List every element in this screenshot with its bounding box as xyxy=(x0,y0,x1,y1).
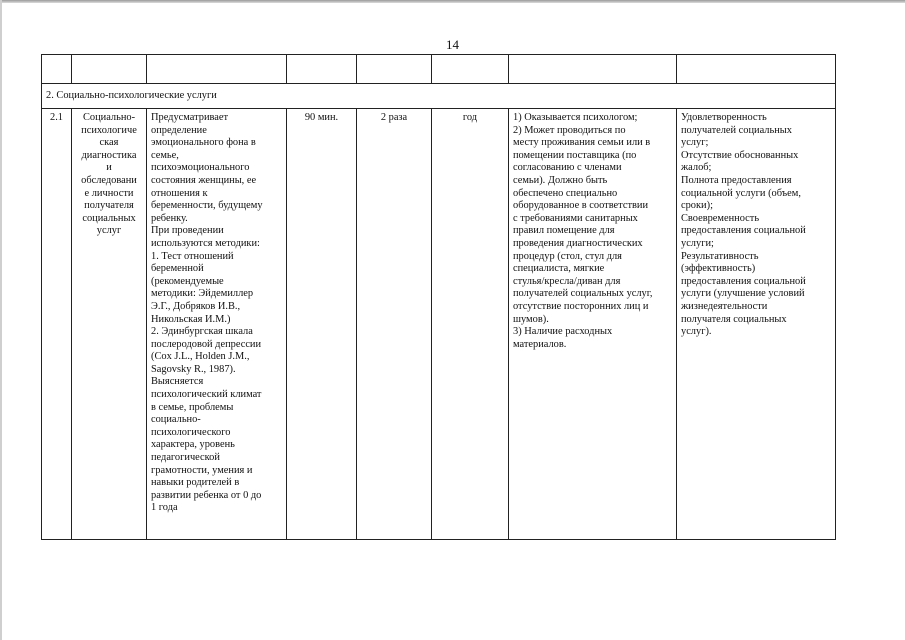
text-line: 1) Оказывается психологом; xyxy=(513,112,638,123)
header-cell-period xyxy=(432,55,509,84)
text-line: специалиста, мягкие xyxy=(513,263,605,275)
header-cell-frequency xyxy=(357,55,432,84)
text-line: 2. Эдинбургская шкала xyxy=(151,326,253,338)
text-line: получателя xyxy=(84,200,134,212)
text-line: 3) Наличие расходных xyxy=(513,326,613,338)
text-line: правил помещение для xyxy=(513,225,615,237)
text-line: с требованиями санитарных xyxy=(513,212,638,224)
text-line: жизнедеятельности xyxy=(681,300,768,312)
text-line: Удовлетворенность xyxy=(681,112,767,123)
section-row xyxy=(42,84,836,109)
service-number: 2.1 xyxy=(42,109,72,540)
text-line: послеродовой депрессии xyxy=(151,338,262,350)
service-frequency: 2 раза xyxy=(357,109,432,540)
text-line: (эффективность) xyxy=(681,263,756,275)
text-line: ская xyxy=(99,137,119,149)
text-line: Своевременность xyxy=(681,212,760,224)
text-line: услуги; xyxy=(681,237,714,249)
text-line: обследовани xyxy=(81,174,137,186)
text-line: стулья/кресла/диван для xyxy=(513,275,621,287)
header-cell-conditions xyxy=(509,55,677,84)
header-cell-description xyxy=(147,55,287,84)
service-row xyxy=(42,109,836,540)
text-line: семье, xyxy=(151,149,179,161)
text-line: семьи). Должно быть xyxy=(513,174,608,186)
services-table xyxy=(41,54,836,540)
section-title: 2. Социально-психологические услуги xyxy=(42,84,836,109)
service-duration: 90 мин. xyxy=(287,109,357,540)
text-line: предоставления социальной xyxy=(681,275,806,287)
text-line: (Cox J.L., Holden J.M., xyxy=(151,351,250,363)
text-line: Sagovsky R., 1987). xyxy=(151,363,236,375)
scan-edge-left xyxy=(0,0,2,640)
text-line: социальных xyxy=(82,212,136,224)
service-description xyxy=(147,109,287,540)
service-name xyxy=(72,109,147,540)
service-evaluation-lines xyxy=(681,112,831,339)
text-line: состояния женщины, ее xyxy=(151,174,257,186)
service-evaluation xyxy=(677,109,836,540)
text-line: навыки родителей в xyxy=(151,477,240,489)
text-line: получателей социальных услуг, xyxy=(513,288,653,300)
text-line: жалоб; xyxy=(681,162,712,174)
text-line: беременной xyxy=(151,263,204,275)
service-conditions xyxy=(509,109,677,540)
text-line: Полнота предоставления xyxy=(681,174,792,186)
text-line: Результативность xyxy=(681,250,759,262)
text-line: психологиче xyxy=(81,124,137,136)
text-line: методики: Эйдемиллер xyxy=(151,288,254,300)
text-line: психоэмоционального xyxy=(151,162,250,174)
text-line: получателя социальных xyxy=(681,313,787,325)
text-line: в семье, проблемы xyxy=(151,401,234,413)
service-name-lines xyxy=(73,112,145,238)
text-line: помещении поставщика (по xyxy=(513,149,637,161)
text-line: услуг). xyxy=(681,326,712,338)
text-line: используются методики: xyxy=(151,237,260,249)
text-line: развитии ребенка от 0 до xyxy=(151,489,262,501)
text-line: При проведении xyxy=(151,225,224,237)
text-line: Социально- xyxy=(82,112,136,123)
text-line: отсутствие посторонних лиц и xyxy=(513,300,649,312)
text-line: сроки); xyxy=(681,200,713,212)
text-line: психологического xyxy=(151,426,231,438)
service-period: год xyxy=(432,109,509,540)
text-line: месту проживания семьи или в xyxy=(513,137,651,149)
text-line: характера, уровень xyxy=(151,439,235,451)
text-line: 1 года xyxy=(151,502,178,514)
text-line: оборудованное в соответствии xyxy=(513,200,649,212)
service-description-lines xyxy=(151,112,282,515)
text-line: Никольская И.М.) xyxy=(151,313,231,325)
text-line: услуг; xyxy=(681,137,709,149)
text-line: педагогической xyxy=(151,452,220,464)
text-line: социально- xyxy=(151,414,201,426)
header-cell-duration xyxy=(287,55,357,84)
text-line: е личности xyxy=(84,187,134,199)
table-header-row xyxy=(42,55,836,84)
text-line: получателей социальных xyxy=(681,124,792,136)
text-line: предоставления социальной xyxy=(681,225,806,237)
text-line: услуги (улучшение условий xyxy=(681,288,805,300)
text-line: Э.Г., Добряков И.В., xyxy=(151,300,241,312)
text-line: диагностика xyxy=(81,149,137,161)
text-line: Выясняется xyxy=(151,376,204,388)
text-line: и xyxy=(106,162,112,174)
text-line: процедур (стол, стул для xyxy=(513,250,622,262)
text-line: Отсутствие обоснованных xyxy=(681,149,799,161)
text-line: 1. Тест отношений xyxy=(151,250,234,262)
text-line: шумов). xyxy=(513,313,549,325)
text-line: социальной услуги (объем, xyxy=(681,187,801,199)
text-line: проведения диагностических xyxy=(513,237,643,249)
header-cell-number xyxy=(42,55,72,84)
scan-edge-top xyxy=(0,0,905,3)
text-line: Предусматривает xyxy=(151,112,229,123)
text-line: беременности, будущему xyxy=(151,200,263,212)
service-conditions-lines xyxy=(513,112,672,351)
text-line: (рекомендуемые xyxy=(151,275,224,287)
text-line: согласованию с членами xyxy=(513,162,622,174)
text-line: отношения к xyxy=(151,187,208,199)
header-cell-name xyxy=(72,55,147,84)
text-line: услуг xyxy=(96,225,122,237)
text-line: обеспечено специально xyxy=(513,187,618,199)
text-line: грамотности, умения и xyxy=(151,464,253,476)
text-line: ребенку. xyxy=(151,212,188,224)
text-line: эмоционального фона в xyxy=(151,137,256,149)
text-line: определение xyxy=(151,124,207,136)
text-line: материалов. xyxy=(513,338,567,350)
page-number: 14 xyxy=(446,37,459,52)
text-line: психологический климат xyxy=(151,389,262,401)
text-line: 2) Может проводиться по xyxy=(513,124,626,136)
header-cell-evaluation xyxy=(677,55,836,84)
